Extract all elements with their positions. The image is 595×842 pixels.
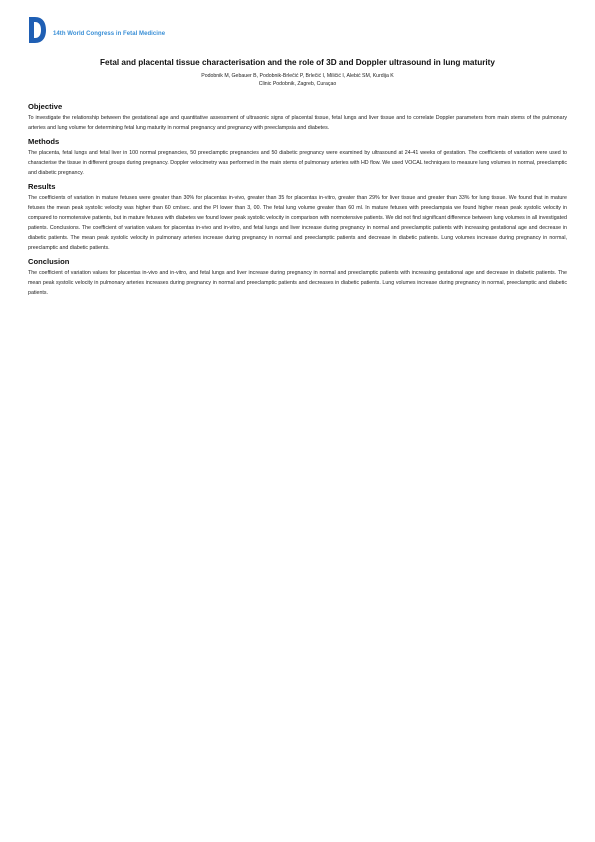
conclusion-text: The coefficient of variation values for placentas in-vivo and in-vitro, and fetal lungs and liver increase during pregnancy in normal and preeclamptic patients with increasing gestational age and decrease in diabetic patients. The mean peak systolic velocity in pulmonary arteries increases during pregnancy in normal and preeclamptic patients and decreases in diabetic patients. Lung volumes increase during pregnancy in normal, preeclamptic and diabetic patients. (28, 270, 567, 296)
conclusion-heading: Conclusion (28, 257, 70, 266)
congress-name: 14th World Congress in Fetal Medicine (53, 31, 166, 37)
results-heading: Results (28, 182, 56, 191)
abstract-body (28, 102, 567, 302)
methods-heading: Methods (28, 137, 60, 146)
methods-section (28, 137, 567, 178)
results-text: The coefficients of variation in mature fetuses were greater than 30% for placentas in-vivo, greater than 35 for placentas in-vitro, greater than 29% for liver tissue and greater than 33% for lung tissue. We found that in mature fetuses the mean peak systolic velocity was higher than 60 cm/sec. and the PI lower than 3, 00. The fetal lung volume greater than 60 ml. In mature fetuses with preeclampsia we found higher mean peak systolic velocity in compared to normotensive patients, but in mature fetuses with diabetes we found lower peak systolic velocity in comparison with normotensive patients. We did not find significant difference between lung volumes in all investigated patients. Conclusions. The coefficient of variation values for placentas in-vivo and in-vitro, and fetal lungs and liver increase during pregnancy in normal and preeclamptic patients with increasing gestational age and decrease in diabetic patients. The mean peak systolic velocity in pulmonary arteries increase during pregnancy in normal and preeclamptic patients and decrease in diabetic patients. Lung volumes increase during pregnancy in normal, preeclamptic and diabetic patients. (28, 195, 567, 251)
objective-text: To investigate the relationship between the gestational age and quantitative assessment of ultrasonic signs of placental tissue, fetal lungs and liver tissue and to correlate Doppler parameters from main stems of the pulmonary arteries and lung volume for determining fetal lung maturity in normal pregnancy and pregnancy with preeclampsia and diabetes. (28, 115, 567, 131)
congress-logo-icon (27, 16, 47, 44)
objective-heading: Objective (28, 102, 63, 111)
results-section (28, 182, 567, 253)
affiliation: Clinic Podobnik, Zagreb, Curaçao (258, 81, 337, 87)
paper-title: Fetal and placental tissue characterisation and the role of 3D and Doppler ultrasound in lung maturity (100, 58, 495, 67)
conclusion-section (28, 257, 567, 298)
objective-section (28, 102, 567, 133)
author-list: Podobnik M, Gebauer B, Podobnik-Brlečić P, Brlečić I, Miličić I, Alebić SM, Kurdija K (201, 73, 394, 79)
methods-text: The placenta, fetal lungs and fetal liver in 100 normal pregnancies, 50 preeclamptic pregnancies and 50 diabetic pregnancy were examined by ultrasound at 24-41 weeks of gestation. The coefficients of variation were used to characterise the tissue in different groups during pregnancy. Doppler velocimetry was performed in the main stems of pulmonary arteries with HD flow. We used VOCAL techniques to measure lung volumes in normal, preeclamptic and diabetic pregnancy. (28, 150, 567, 176)
